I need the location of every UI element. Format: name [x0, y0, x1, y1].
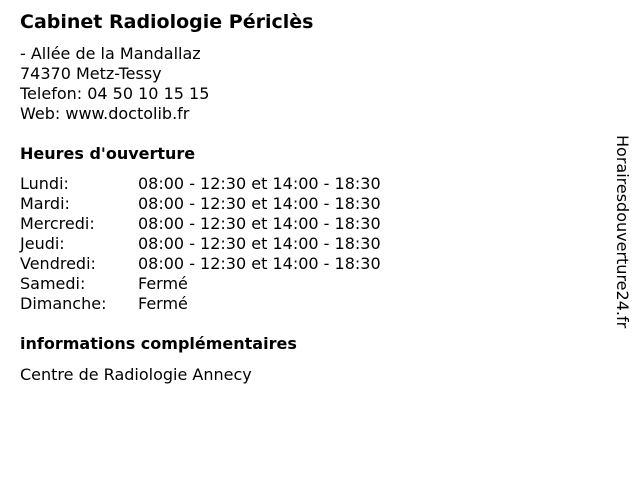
hours-table	[20, 174, 381, 314]
day-label: Mercredi:	[20, 214, 95, 233]
address-city: 74370 Metz-Tessy	[20, 64, 162, 83]
day-hours: 08:00 - 12:30 et 14:00 - 18:30	[138, 194, 381, 213]
day-label: Dimanche:	[20, 294, 107, 313]
day-label: Lundi:	[20, 174, 69, 193]
day-hours: 08:00 - 12:30 et 14:00 - 18:30	[138, 234, 381, 253]
address-block	[20, 44, 209, 124]
hours-row-sunday	[20, 294, 381, 314]
website: Web: www.doctolib.fr	[20, 104, 190, 123]
hours-row-thursday	[20, 234, 381, 254]
hours-row-friday	[20, 254, 381, 274]
phone-number: Telefon: 04 50 10 15 15	[20, 84, 210, 103]
day-hours: 08:00 - 12:30 et 14:00 - 18:30	[138, 254, 381, 273]
info-heading: informations complémentaires	[20, 334, 297, 353]
day-hours: Fermé	[138, 274, 188, 293]
business-title: Cabinet Radiologie Périclès	[20, 11, 314, 33]
day-label: Samedi:	[20, 274, 86, 293]
day-label: Mardi:	[20, 194, 70, 213]
day-label: Jeudi:	[20, 234, 65, 253]
site-watermark: Horairesdouverture24.fr	[613, 135, 632, 329]
hours-row-saturday	[20, 274, 381, 294]
day-label: Vendredi:	[20, 254, 96, 273]
day-hours: 08:00 - 12:30 et 14:00 - 18:30	[138, 214, 381, 233]
hours-row-wednesday	[20, 214, 381, 234]
hours-row-tuesday	[20, 194, 381, 214]
info-text: Centre de Radiologie Annecy	[20, 365, 252, 384]
hours-heading: Heures d'ouverture	[20, 144, 196, 163]
hours-row-monday	[20, 174, 381, 194]
address-street: - Allée de la Mandallaz	[20, 44, 201, 63]
day-hours: Fermé	[138, 294, 188, 313]
day-hours: 08:00 - 12:30 et 14:00 - 18:30	[138, 174, 381, 193]
